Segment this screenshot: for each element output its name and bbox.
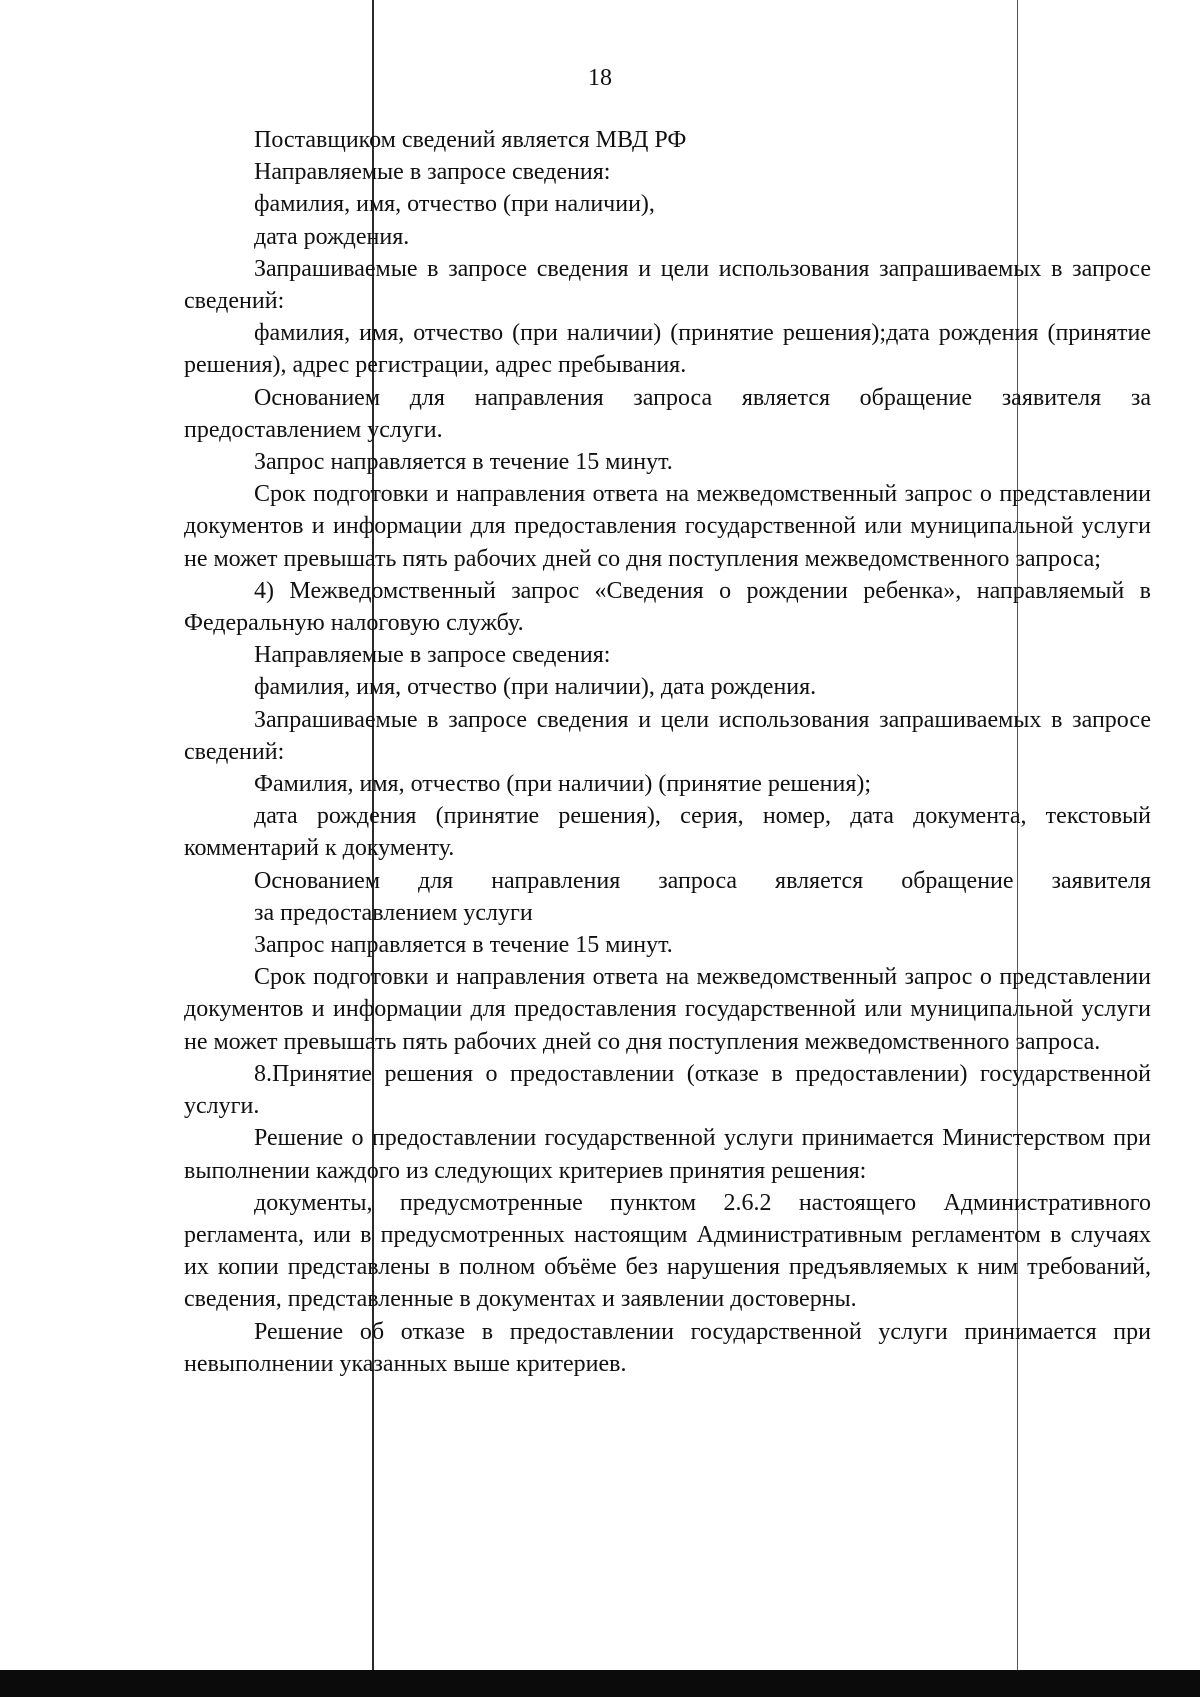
paragraph: за предоставлением услуги [254, 899, 533, 926]
paragraph: дата рождения (принятие решения), серия, номер, дата документа, текстовый комментарий к документу. [184, 803, 1151, 862]
paragraph: Решение о предоставлении государственной услуги принимается Министерством при выполнении каждого из следующих критериев принятия решения: [184, 1125, 1151, 1184]
paragraph: Запрос направляется в течение 15 минут. [254, 932, 673, 959]
paragraph: Направляемые в запросе сведения: [254, 159, 611, 186]
paragraph: фамилия, имя, отчество (при наличии), [254, 191, 655, 218]
paragraph: Основанием для направления запроса является обращение заявителя [254, 867, 1151, 894]
paragraph: Решение об отказе в предоставлении государственной услуги принимается при невыполнении указанных выше критериев. [184, 1318, 1151, 1377]
paragraph: Срок подготовки и направления ответа на межведомственный запрос о представлении документов и информации для предоставления государственной или муниципальной услуги не может превышать пять рабочих дней со дня поступления межведомственного запроса. [184, 964, 1151, 1055]
document-body [184, 124, 1151, 1380]
scan-bottom-border [0, 1670, 1200, 1697]
paragraph: документы, предусмотренные пунктом 2.6.2 настоящего Административного регламента, или в предусмотренных настоящим Административным регламентом в случаях их копии представлены в полном объёме без нарушения предъявляемых к ним требований, сведения, представленные в документах и заявлении достоверны. [184, 1189, 1151, 1313]
paragraph: фамилия, имя, отчество (при наличии), дата рождения. [254, 674, 817, 701]
paragraph: Срок подготовки и направления ответа на межведомственный запрос о представлении документов и информации для предоставления государственной или муниципальной услуги не может превышать пять рабочих дней со дня поступления межведомственного запроса; [184, 481, 1151, 572]
paragraph: Направляемые в запросе сведения: [254, 642, 611, 669]
paragraph: Основанием для направления запроса является обращение заявителя за предоставлением услуги. [184, 384, 1151, 443]
paragraph: Запрос направляется в течение 15 минут. [254, 449, 673, 476]
paragraph: Запрашиваемые в запросе сведения и цели использования запрашиваемых в запросе сведений: [184, 706, 1151, 765]
paragraph: 4) Межведомственный запрос «Сведения о рождении ребенка», направляемый в Федеральную налоговую службу. [184, 577, 1151, 637]
paragraph: фамилия, имя, отчество (при наличии) (принятие решения);дата рождения (принятие решения), адрес регистрации, адрес пребывания. [184, 320, 1151, 379]
paragraph: Фамилия, имя, отчество (при наличии) (принятие решения); [254, 771, 872, 798]
paragraph: 8.Принятие решения о предоставлении (отказе в предоставлении) государственной услуги. [184, 1060, 1151, 1120]
page-number: 18 [588, 65, 612, 91]
paragraph: Поставщиком сведений является МВД РФ [254, 127, 687, 153]
paragraph: Запрашиваемые в запросе сведения и цели использования запрашиваемых в запросе сведений: [184, 255, 1151, 315]
paragraph: дата рождения. [254, 223, 410, 250]
